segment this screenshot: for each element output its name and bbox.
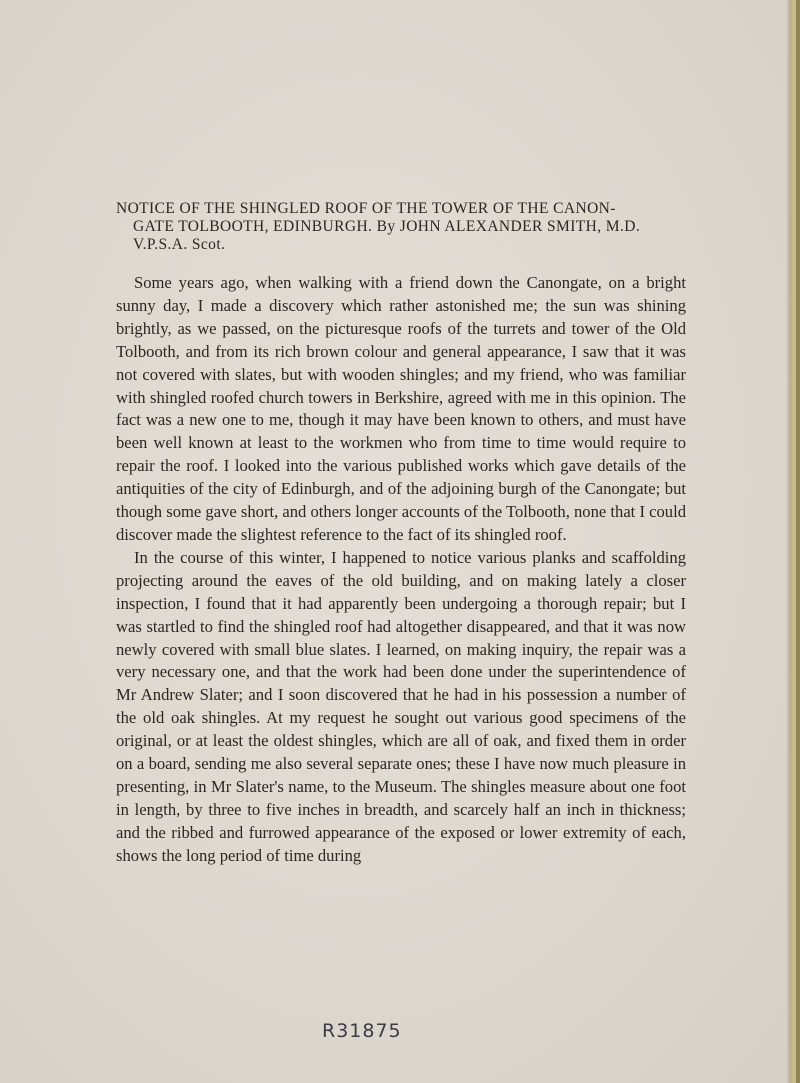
- article-title: [116, 200, 686, 254]
- title-line-1: NOTICE OF THE SHINGLED ROOF OF THE TOWER OF THE CANON-: [116, 200, 616, 217]
- paragraph-1: Some years ago, when walking with a friend down the Canongate, on a bright sunny day, I made a discovery which rather astonished me; the sun was shining brightly, as we passed, on the picturesque roofs of the turrets and tower of the Old Tolbooth, and from its rich brown colour and general appearance, I saw that it was not covered with slates, but with wooden shingles; and my friend, who was familiar with shingled roofed church towers in Berkshire, agreed with me in this opinion. The fact was a new one to me, though it may have been known to others, and must have been well known at least to the workmen who from time to time would require to repair the roof. I looked into the various published works which gave details of the antiquities of the city of Edinburgh, and of the adjoining burgh of the Canongate; but though some gave short, and others longer accounts of the Tolbooth, none that I could discover made the slightest reference to the fact of its shingled roof.: [116, 273, 686, 544]
- page-edge-shadow: [796, 0, 800, 1083]
- text-block: [116, 200, 686, 868]
- title-line-2: GATE TOLBOOTH, EDINBURGH. By JOHN ALEXANDER SMITH, M.D.: [133, 218, 641, 235]
- library-shelfmark: R31875: [322, 1020, 402, 1042]
- paragraph-2: In the course of this winter, I happened to notice various planks and scaffolding projecting around the eaves of the old building, and on making lately a closer inspection, I found that it had apparently been undergoing a thorough repair; but I was startled to find the shingled roof had altogether disappeared, and that it was now newly covered with small blue slates. I learned, on making inquiry, the repair was a very necessary one, and that the work had been done under the superintendence of Mr Andrew Slater; and I soon discovered that he had in his possession a number of the old oak shingles. At my request he sought out various good specimens of the original, or at least the oldest shingles, which are all of oak, and fixed them in order on a board, sending me also several separate ones; these I have now much pleasure in presenting, in Mr Slater's name, to the Museum. The shingles measure about one foot in length, by three to five inches in breadth, and scarcely half an inch in thickness; and the ribbed and furrowed appearance of the exposed or lower extremity of each, shows the long period of time during: [116, 547, 686, 865]
- title-line-3: V.P.S.A. Scot.: [133, 236, 226, 253]
